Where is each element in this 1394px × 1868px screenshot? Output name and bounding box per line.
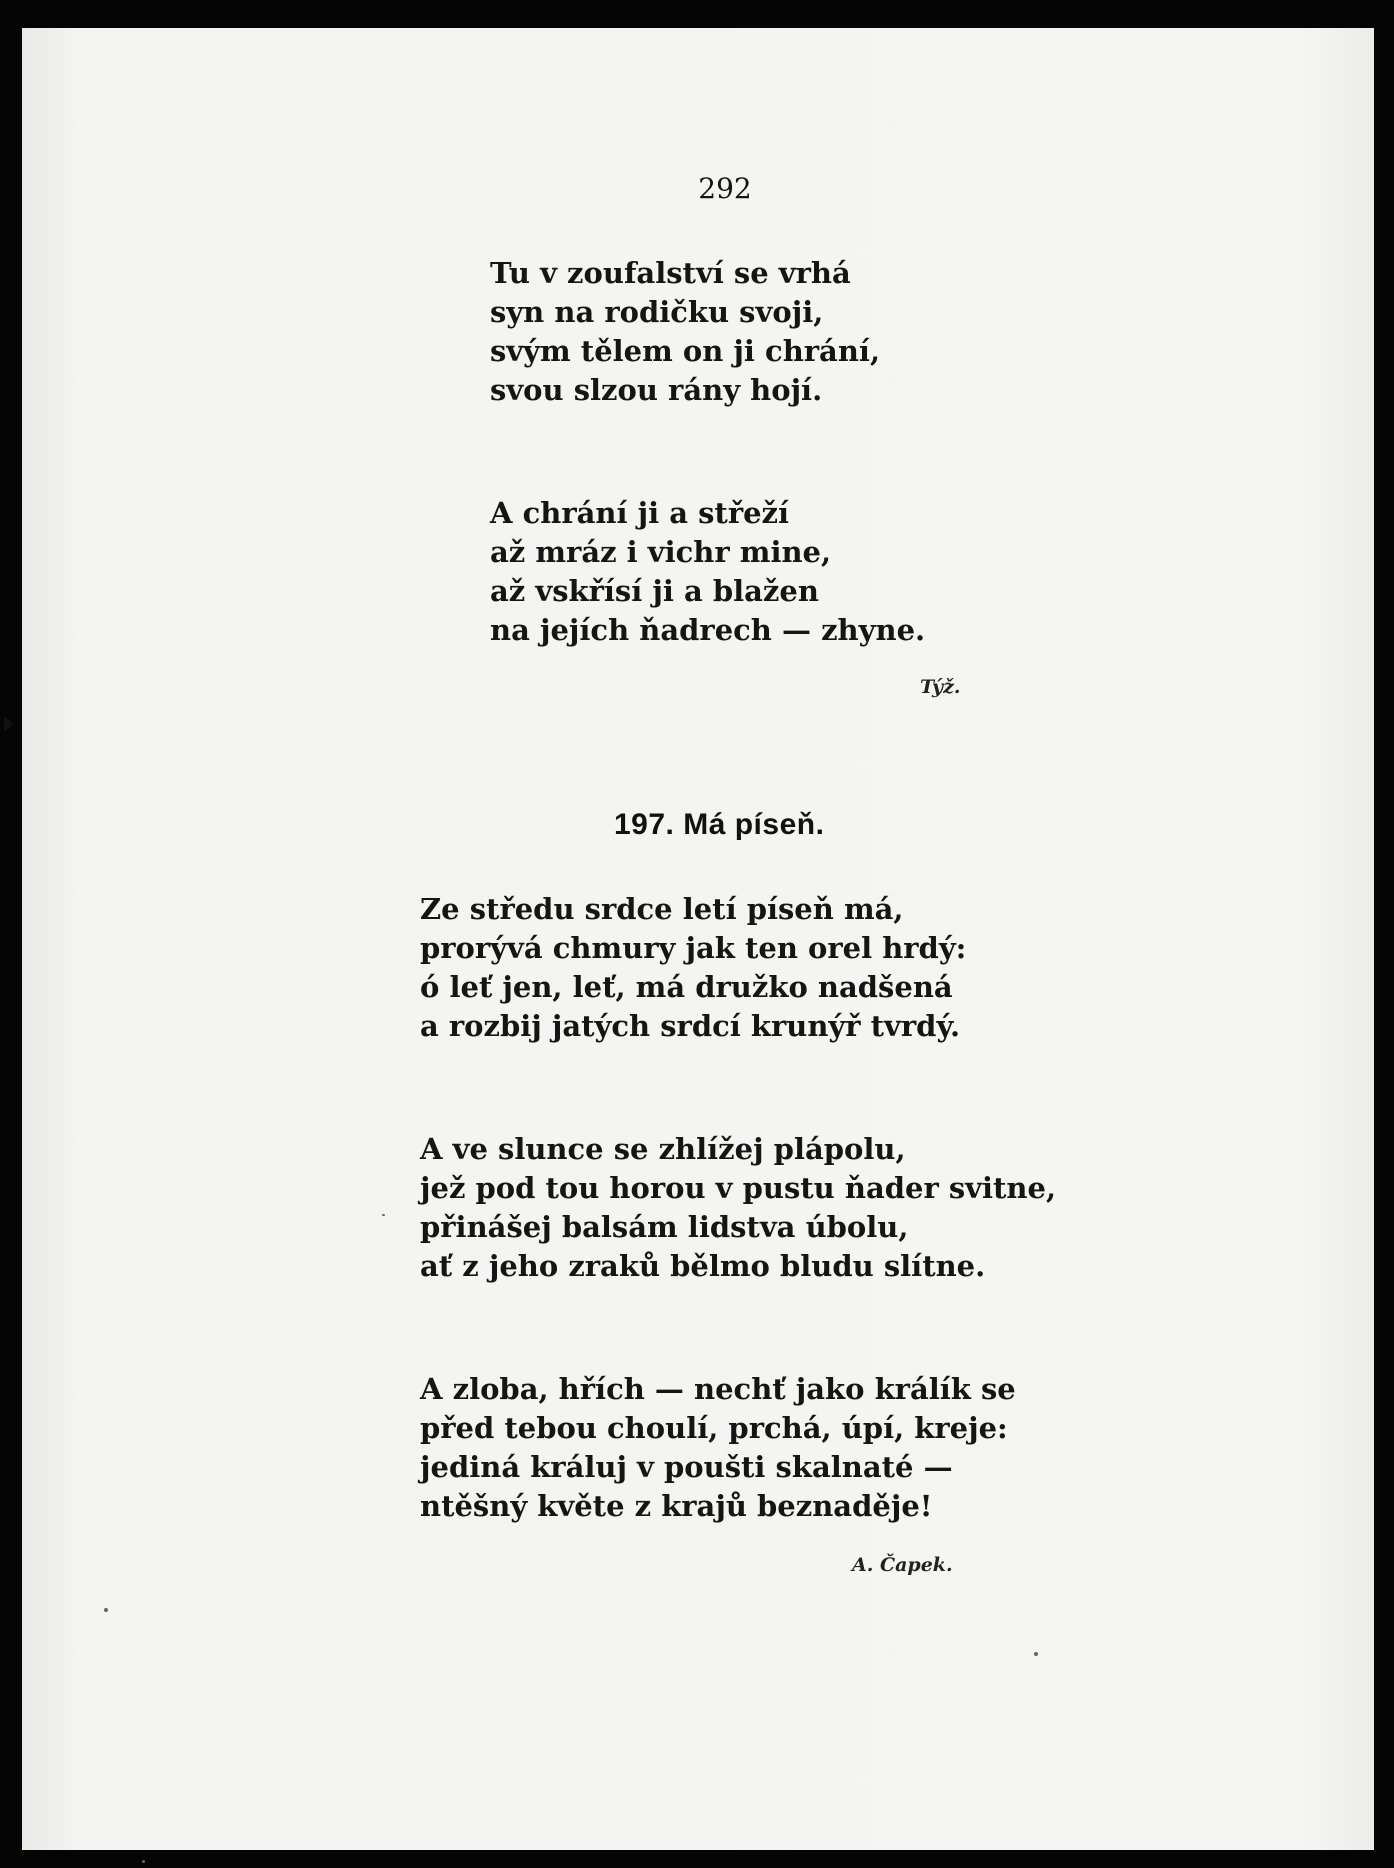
poem2-heading: 197. Má píseň. — [614, 808, 825, 841]
poem2-stanza-1 — [420, 890, 966, 1046]
poem-line: až mráz i vichr mine, — [490, 535, 832, 569]
poem2-attribution: A. Čapek. — [852, 1554, 953, 1576]
edge-marker — [4, 716, 14, 732]
poem-line: jediná králuj v poušti skalnaté — — [420, 1450, 953, 1484]
poem-line: Tu v zoufalství se vrhá — [490, 256, 851, 290]
poem1-attribution: Týž. — [920, 676, 961, 698]
poem-line: A ve slunce se zhlížej plápolu, — [420, 1132, 906, 1166]
poem-line: Ze středu srdce letí píseň má, — [420, 892, 904, 926]
poem-line: syn na rodičku svoji, — [490, 295, 824, 329]
poem-line: ó leť jen, leť, má družko nadšená — [420, 970, 953, 1004]
poem-line: svou slzou rány hojí. — [490, 373, 823, 407]
poem-line: ať z jeho zraků bělmo bludu slítne. — [420, 1249, 986, 1283]
poem1-stanza-1 — [490, 254, 880, 410]
poem-line: před tebou choulí, prchá, úpí, kreje: — [420, 1411, 1008, 1445]
poem-line: A chrání ji a střeží — [490, 496, 790, 530]
poem-line: ntěšný květe z krajů beznaděje! — [420, 1489, 933, 1523]
poem2-stanza-3 — [420, 1370, 1016, 1526]
poem-line: přinášej balsám lidstva úbolu, — [420, 1210, 909, 1244]
poem2-stanza-2 — [420, 1130, 1056, 1286]
poem-line: svým tělem on ji chrání, — [490, 334, 881, 368]
poem-line: jež pod tou horou v pustu ňader svitne, — [420, 1171, 1057, 1205]
poem-line: prorývá chmury jak ten orel hrdý: — [420, 931, 967, 965]
poem1-stanza-2 — [490, 494, 925, 650]
poem-line: A zloba, hřích — nechť jako králík se — [420, 1372, 1016, 1406]
poem-line: na jejích ňadrech — zhyne. — [490, 613, 926, 647]
page-number: 292 — [698, 172, 752, 205]
poem-line: až vskřísí ji a blažen — [490, 574, 819, 608]
poem-line: a rozbij jatých srdcí krunýř tvrdý. — [420, 1009, 961, 1043]
